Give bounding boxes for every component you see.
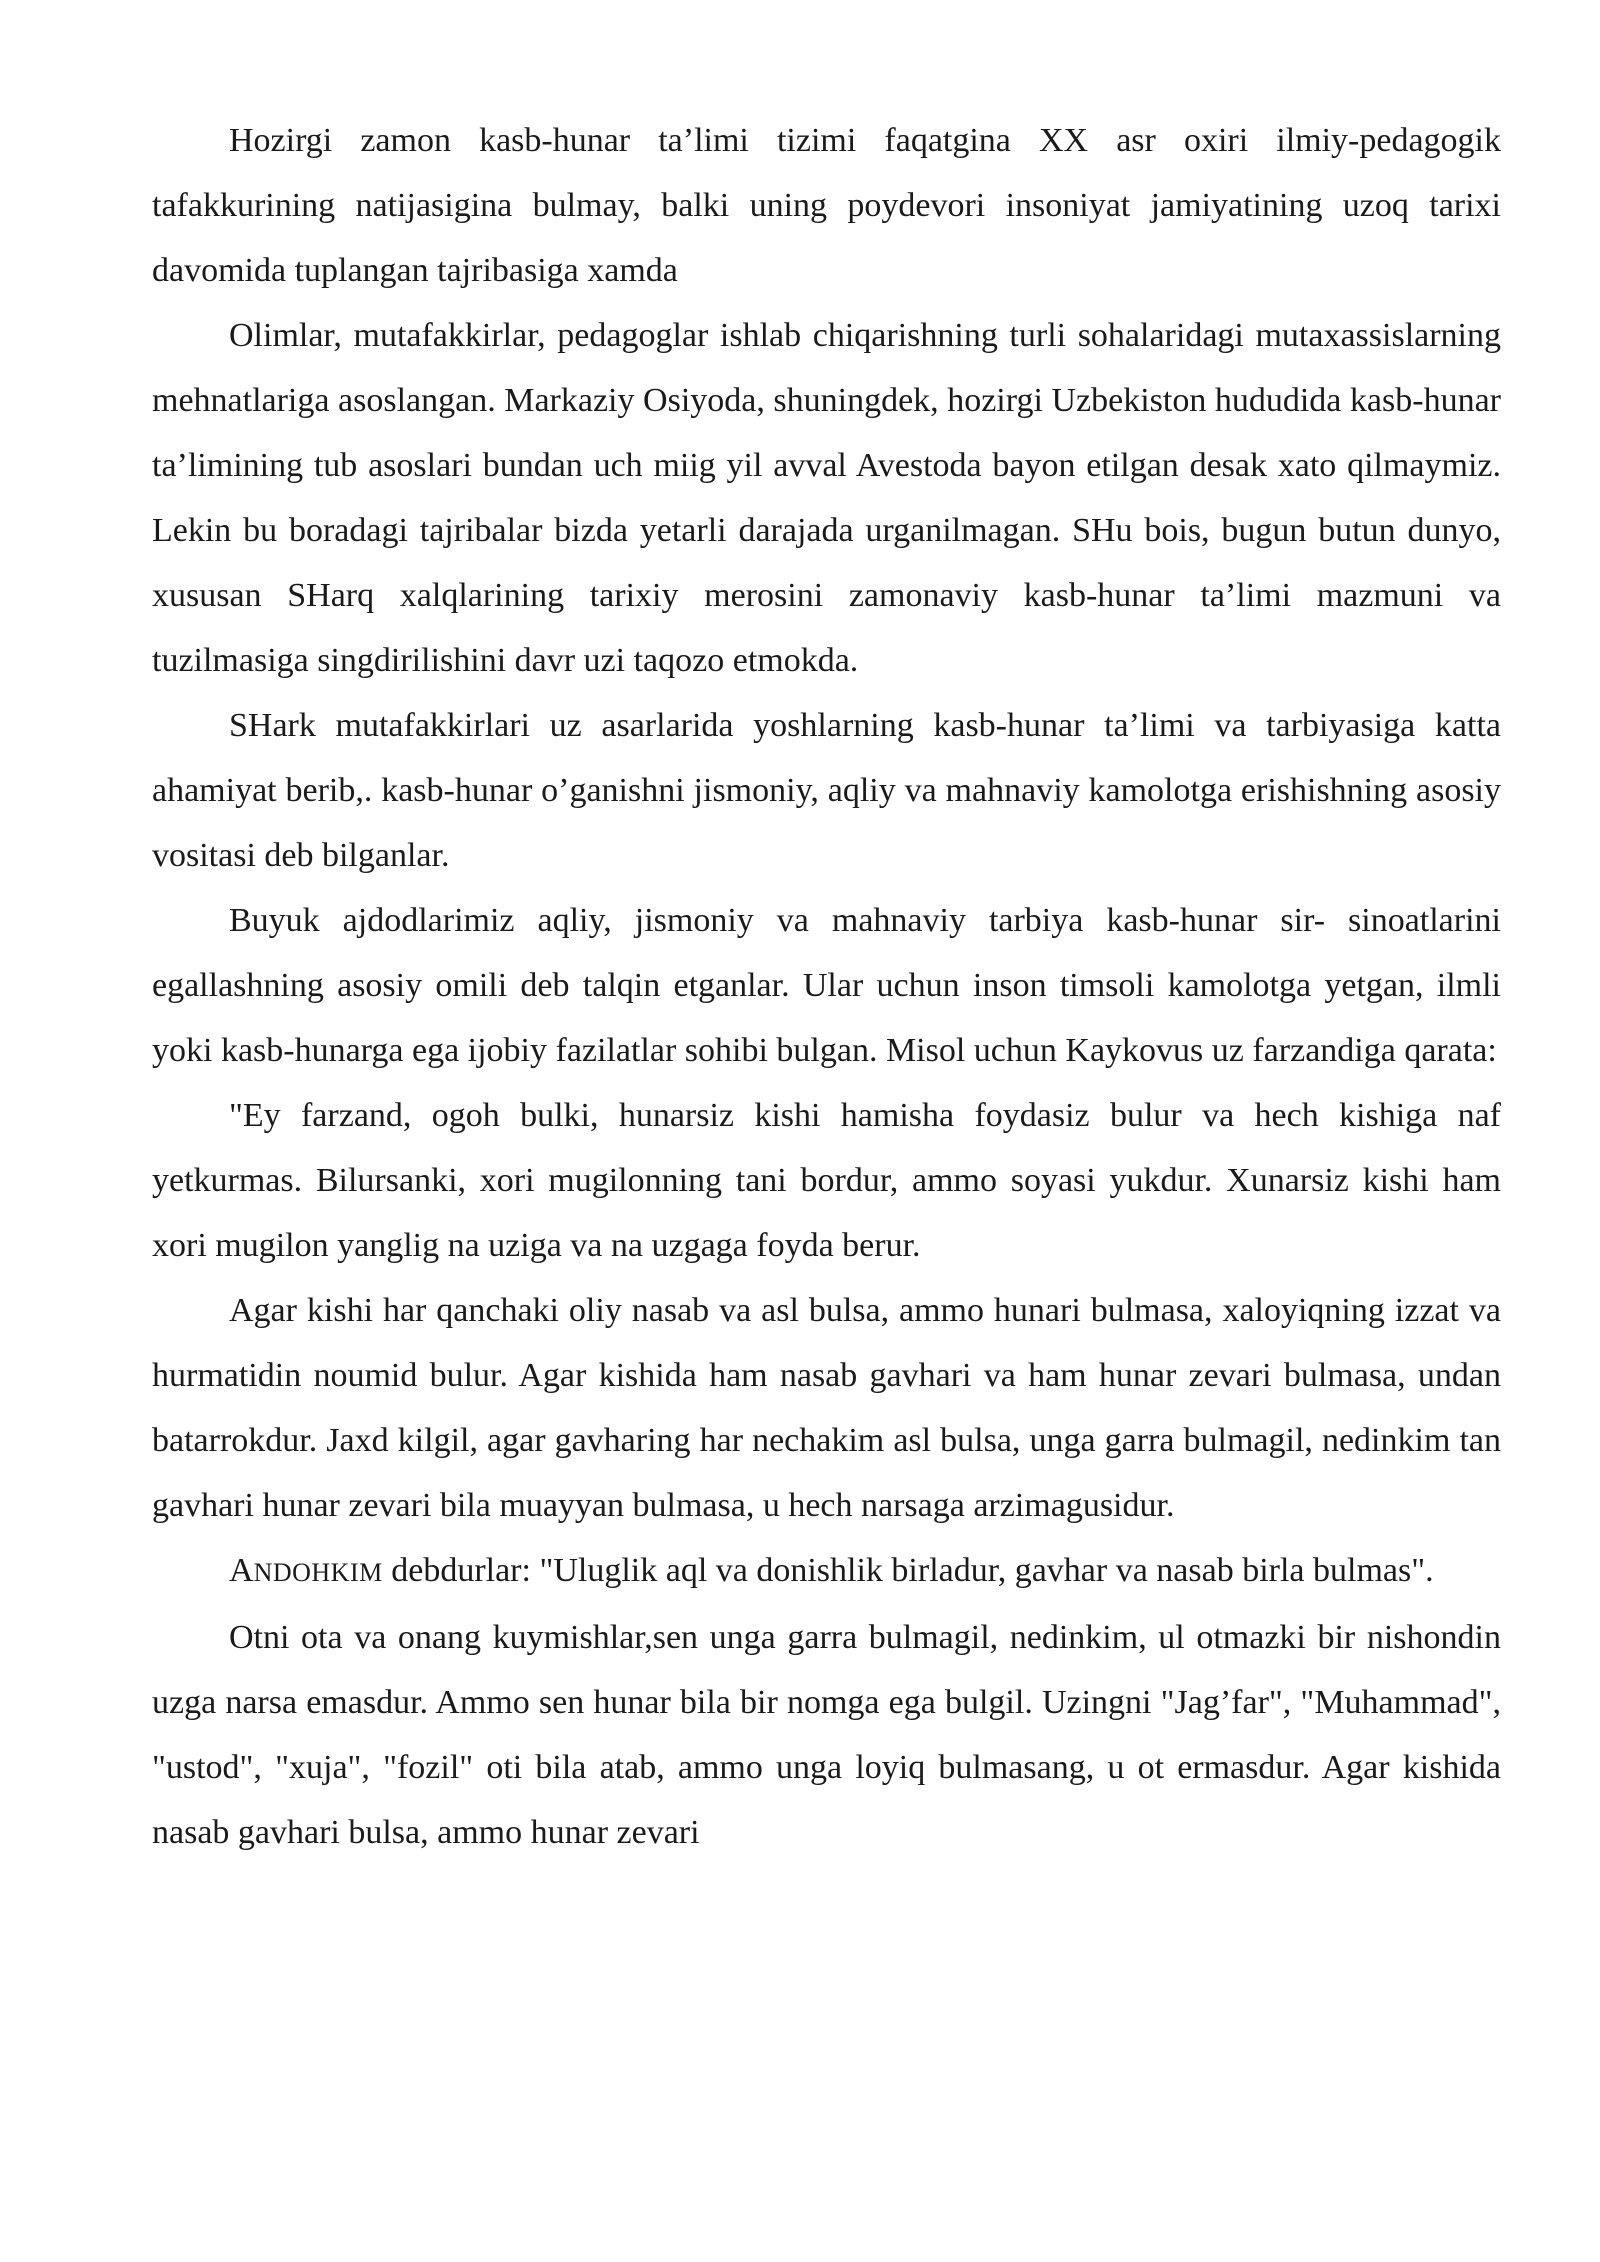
- paragraph-5-quote: "Ey farzand, ogoh bulki, hunarsiz kishi hamisha foydasiz bulur va hech kishiga naf yetkurmas. Bilursanki, xori mugilonning tani bordur, ammo soyasi yukdur. Xunarsiz kishi ham xori mugilon yanglig na uziga va na uzgaga foyda berur.: [152, 1097, 1501, 1264]
- paragraph-6: Agar kishi har qanchaki oliy nasab va asl bulsa, ammo hunari bulmasa, xaloyiqning izzat va hurmatidin noumid bulur. Agar kishida ham nasab gavhari va ham hunar zevari bulmasa, undan batarrokdur. Jaxd kilgil, agar gavharing har nechakim asl bulsa, unga garra bulmagil, nedinkim tan gavhari hunar zevari bila muayyan bulmasa, u hech narsaga arzimagusidur.: [152, 1292, 1501, 1524]
- andohkim-quote: debdurlar: "Uluglik aql va donishlik birladur, gavhar va nasab birla bulmas".: [382, 1552, 1434, 1589]
- paragraph-2: Olimlar, mutafakkirlar, pedagoglar ishlab chiqarishning turli sohalaridagi mutaxassislarning mehnatlariga asoslangan. Markaziy Osiyoda, shuningdek, hozirgi Uzbekiston hududida kasb-hunar ta’limining tub asoslari bundan uch miig yil avval Avestoda bayon etilgan desak xato qilmaymiz. Lekin bu boradagi tajribalar bizda yetarli darajada urganilmagan. SHu bois, bugun butun dunyo, xususan SHarq xalqlarining tarixiy merosini zamonaviy kasb-hunar ta’limi mazmuni va tuzilmasiga singdirilishini davr uzi taqozo etmokda.: [152, 317, 1501, 679]
- paragraph-4: Buyuk ajdodlarimiz aqliy, jismoniy va mahnaviy tarbiya kasb-hunar sir- sinoatlarini egallashning asosiy omili deb talqin etganlar. Ular uchun inson timsoli kamolotga yetgan, ilmli yoki kasb-hunarga ega ijobiy fazilatlar sohibi bulgan. Misol uchun Kaykovus uz farzandiga qarata:: [152, 902, 1501, 1069]
- paragraph-3: SHark mutafakkirlari uz asarlarida yoshlarning kasb-hunar ta’limi va tarbiyasiga katta ahamiyat berib,. kasb-hunar o’ganishni jismoniy, aqliy va mahnaviy kamolotga erishishning asosiy vositasi deb bilganlar.: [152, 707, 1501, 874]
- paragraph-7-andohkim: [152, 1538, 1501, 1605]
- paragraph-8: Otni ota va onang kuymishlar,sen unga garra bulmagil, nedinkim, ul otmazki bir nishondin uzga narsa emasdur. Ammo sen hunar bila bir nomga ega bulgil. Uzingni "Jag’far", "Muhammad", "ustod", "xuja", "fozil" oti bila atab, ammo unga loyiq bulmasang, u ot ermasdur. Agar kishida nasab gavhari bulsa, ammo hunar zevari: [152, 1619, 1501, 1851]
- paragraph-1: Hozirgi zamon kasb-hunar ta’limi tizimi faqatgina XX asr oxiri ilmiy-pedagogik tafakkurining natijasigina bulmay, balki uning poydevori insoniyat jamiyatining uzoq tarixi davomida tuplangan tajribasiga xamda: [152, 122, 1501, 289]
- document-body: [152, 108, 1501, 1865]
- andohkim-initial: A: [229, 1552, 254, 1589]
- andohkim-smallcaps: NDOHKIM: [253, 1558, 383, 1587]
